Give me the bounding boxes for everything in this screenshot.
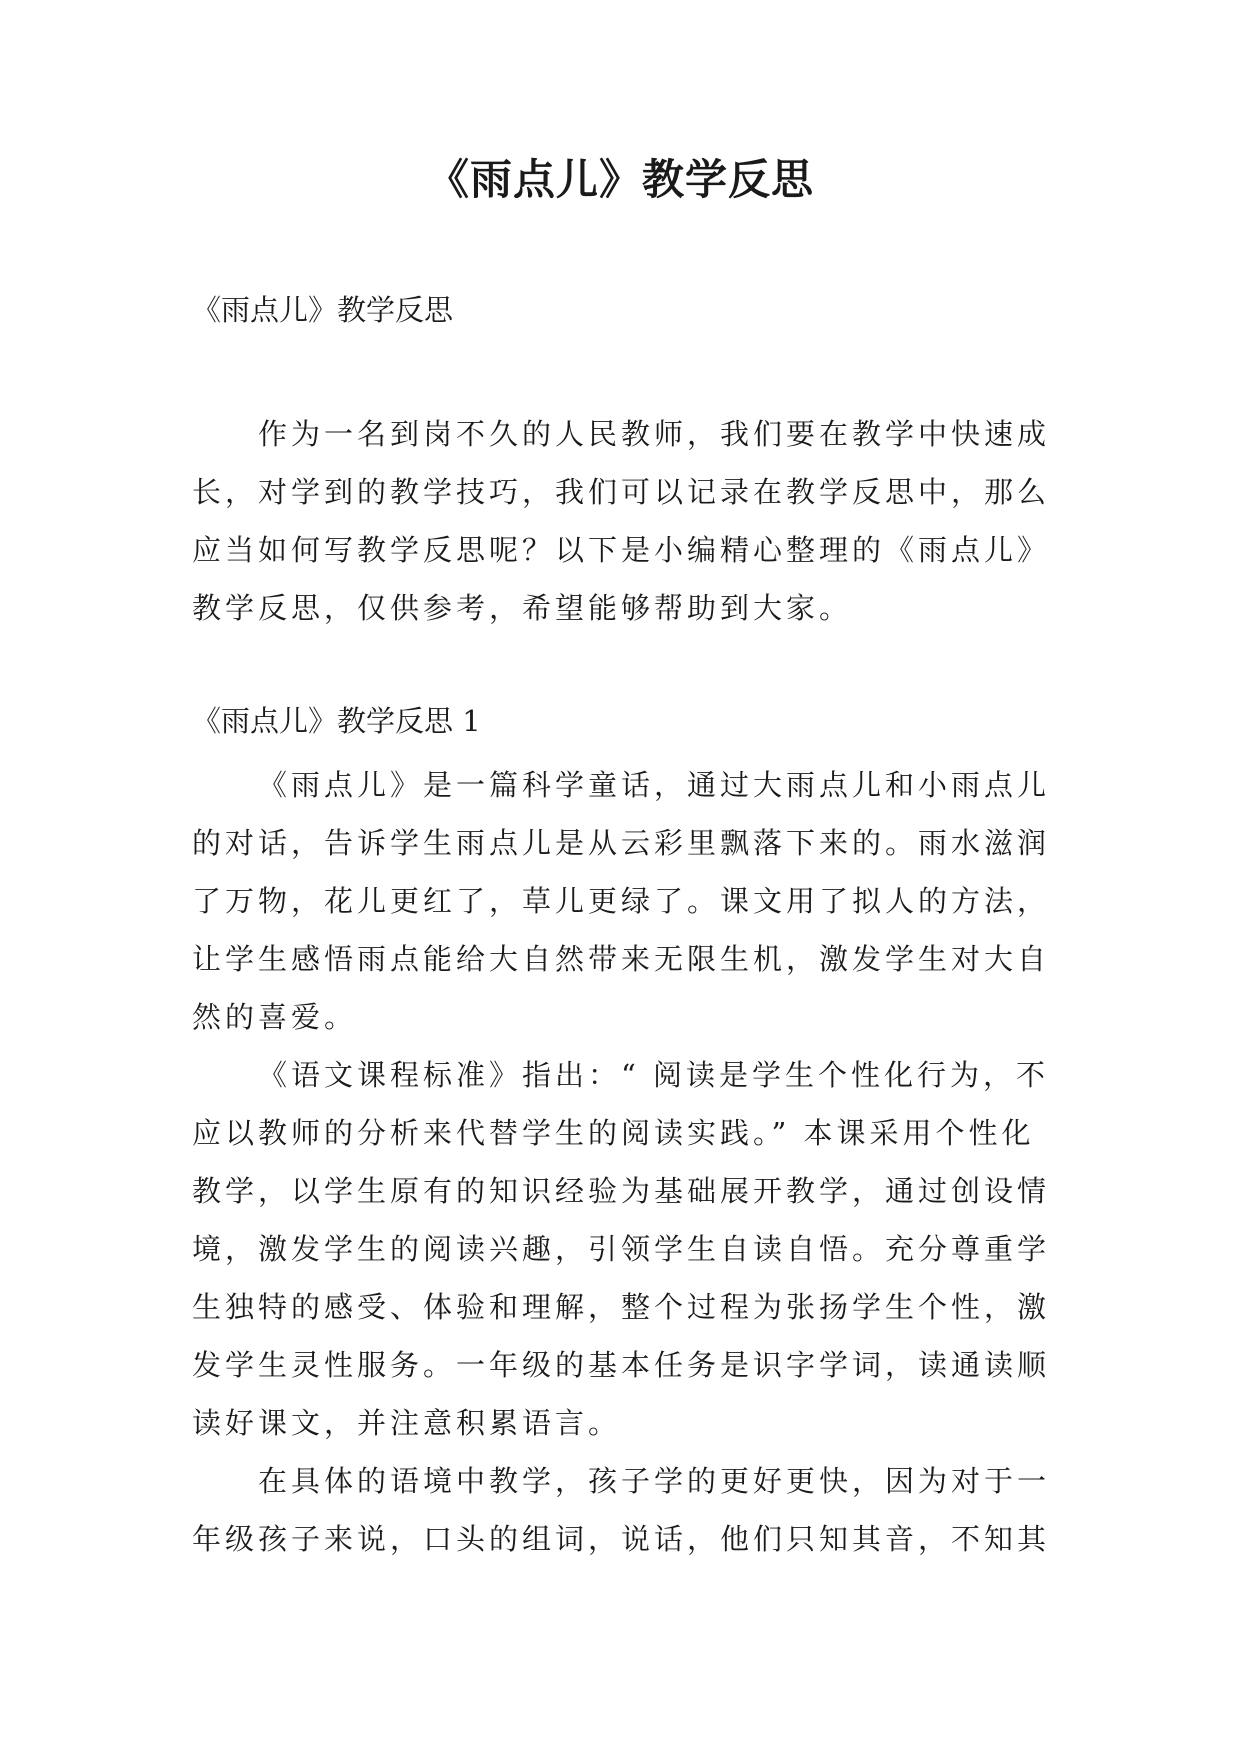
body-paragraph: 《雨点儿》是一篇科学童话，通过大雨点儿和小雨点儿的对话，告诉学生雨点儿是从云彩里飘落下来的。雨水滋润了万物，花儿更红了，草儿更绿了。课文用了拟人的方法，让学生感悟雨点能给大自然带来无限生机，激发学生对大自然的喜爱。 (192, 768, 1051, 1034)
body-paragraph: 在具体的语境中教学，孩子学的更好更快，因为对于一年级孩子来说，口头的组词，说话，他们只知其音，不知其 (192, 1464, 1051, 1556)
document-subtitle: 《雨点儿》教学反思 (192, 293, 454, 327)
section-reflection-1 (192, 700, 1052, 1568)
section-heading: 《雨点儿》教学反思 1 (192, 704, 481, 738)
document-title: 《雨点儿》教学反思 (426, 155, 814, 204)
body-paragraph: 《语文课程标准》指出：“ 阅读是学生个性化行为，不应以教师的分析来代替学生的阅读实践。” 本课采用个性化教学，以学生原有的知识经验为基础展开教学，通过创设情境，激发学生的阅读兴趣，引领学生自读自悟。充分尊重学生独特的感受、体验和理解，整个过程为张扬学生个性，激发学生灵性服务。一年级的基本任务是识字学词，读通读顺读好课文，并注意积累语言。 (192, 1058, 1051, 1440)
intro-paragraph: 作为一名到岗不久的人民教师，我们要在教学中快速成长，对学到的教学技巧，我们可以记录在教学反思中，那么应当如何写教学反思呢？以下是小编精心整理的《雨点儿》教学反思，仅供参考，希望能够帮助到大家。 (192, 417, 1051, 625)
